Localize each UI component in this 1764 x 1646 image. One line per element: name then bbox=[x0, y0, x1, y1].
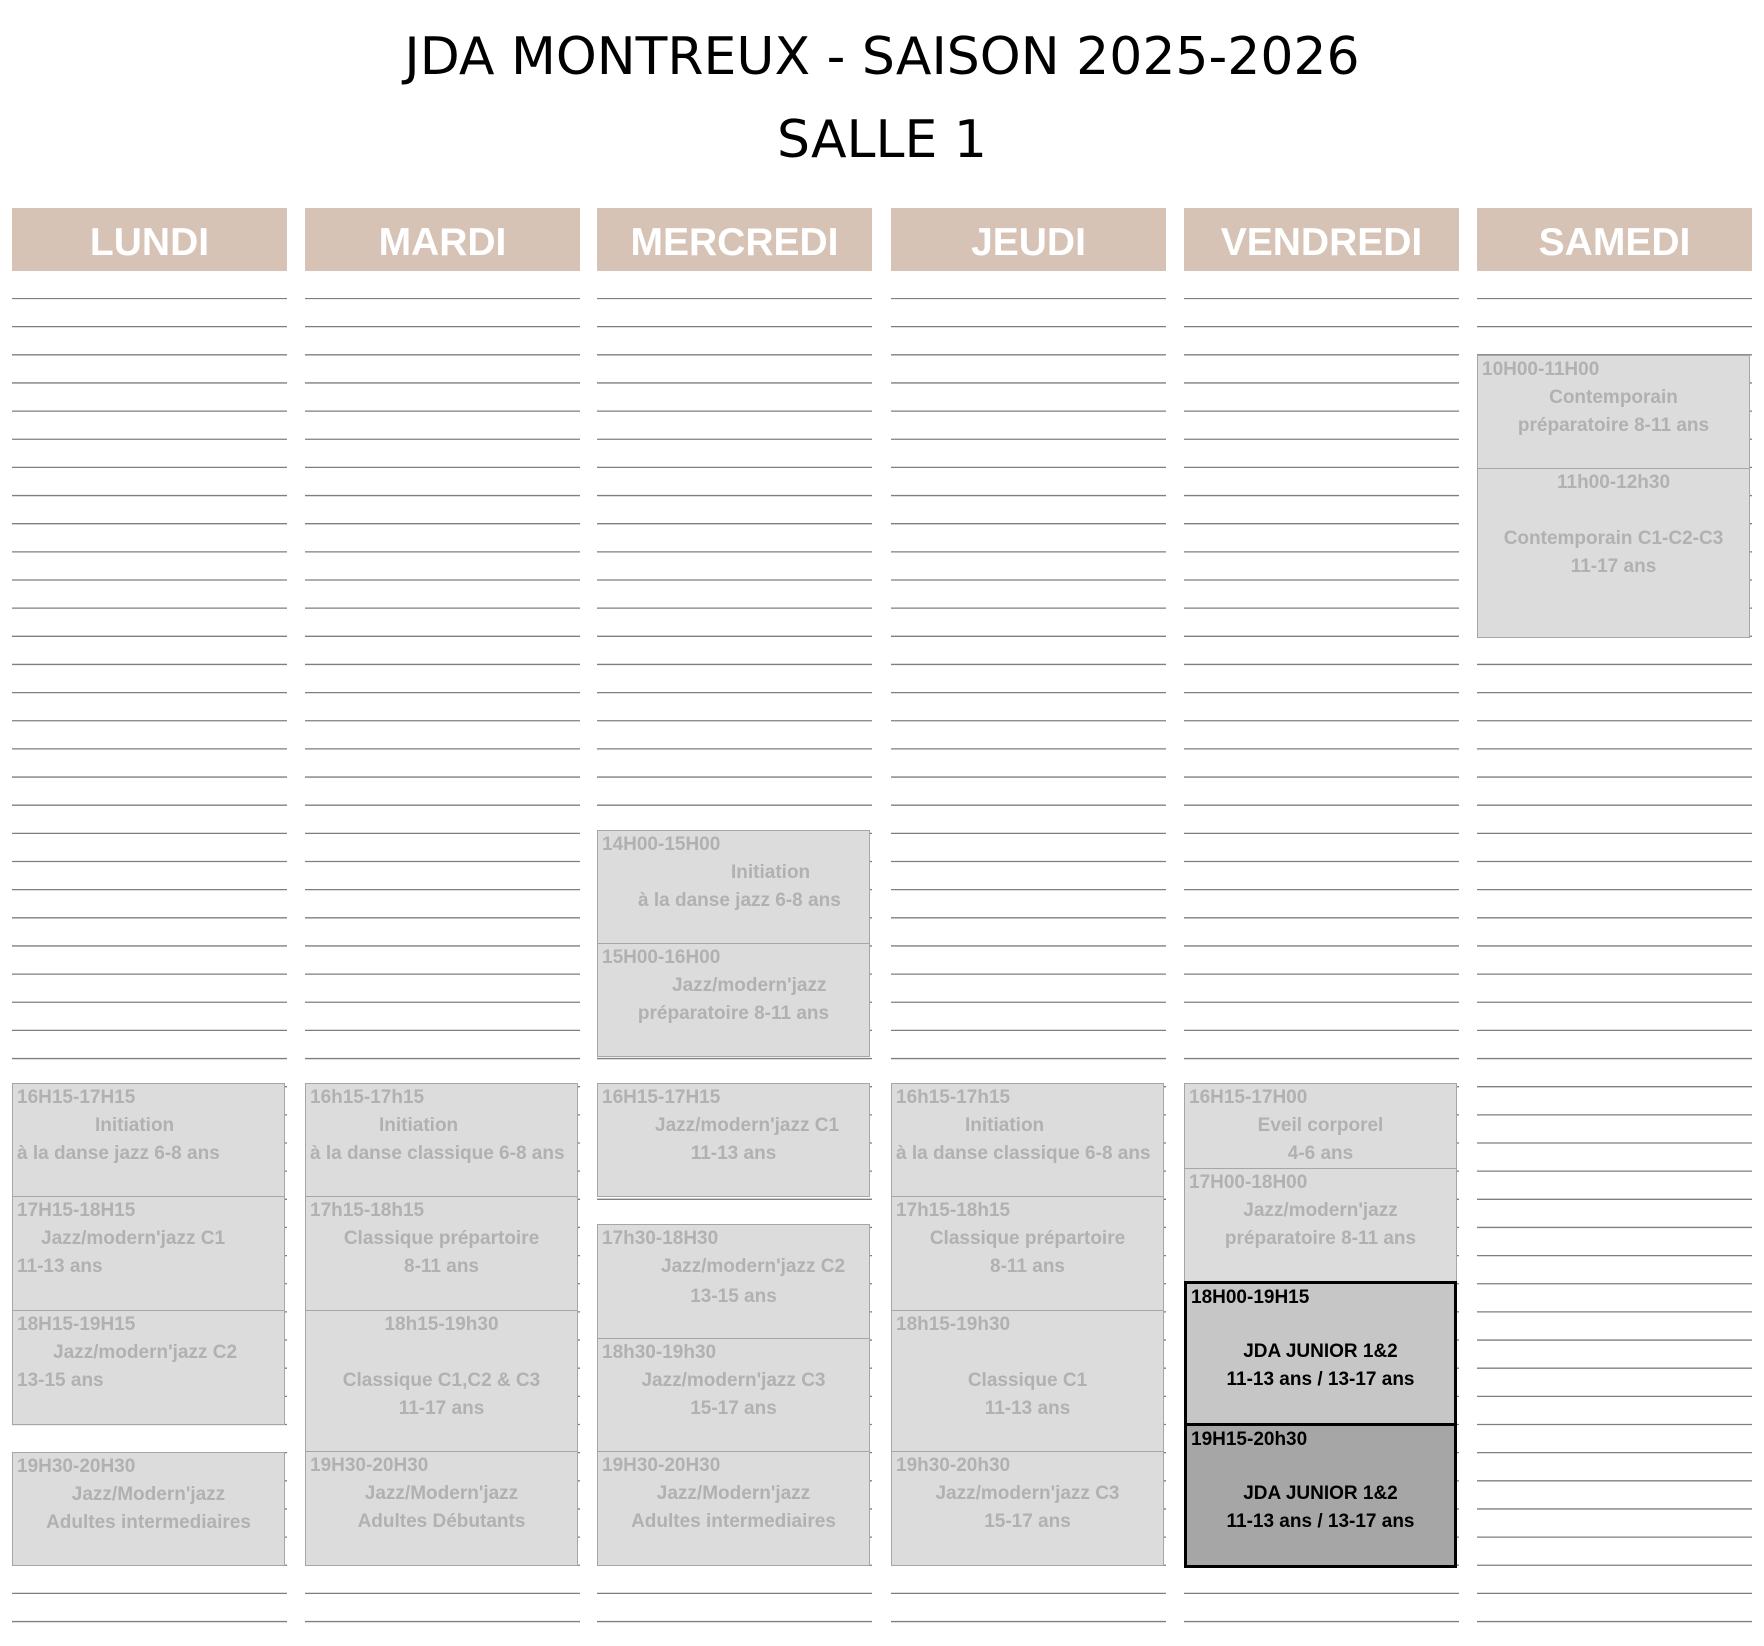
class-block[interactable] bbox=[597, 1451, 870, 1566]
time-rules bbox=[12, 298, 287, 1632]
class-block[interactable] bbox=[1477, 468, 1750, 638]
class-age: Adultes Débutants bbox=[357, 1511, 526, 1532]
class-name: Initiation bbox=[379, 1115, 459, 1136]
class-block[interactable] bbox=[891, 1196, 1164, 1311]
class-time: 19H15-20h30 bbox=[1191, 1429, 1308, 1450]
class-age: préparatoire 8-11 ans bbox=[637, 1003, 830, 1024]
class-time: 19H30-20H30 bbox=[602, 1455, 721, 1476]
class-block[interactable] bbox=[891, 1083, 1164, 1197]
page-title: JDA MONTREUX - SAISON 2025-2026 bbox=[404, 27, 1360, 87]
class-name: Initiation bbox=[965, 1115, 1045, 1136]
class-time: 15H00-16H00 bbox=[602, 947, 721, 968]
class-block[interactable] bbox=[305, 1451, 578, 1566]
class-name: Initiation bbox=[731, 862, 811, 883]
class-name: Classique prépartoire bbox=[929, 1228, 1126, 1249]
class-age: 11-13 ans / 13-17 ans bbox=[1226, 1369, 1415, 1390]
class-block[interactable] bbox=[12, 1196, 285, 1311]
class-name: Jazz/modern'jazz bbox=[1243, 1200, 1398, 1221]
class-block[interactable] bbox=[305, 1310, 578, 1452]
class-time: 18h15-19h30 bbox=[384, 1314, 499, 1335]
class-time: 16h15-17h15 bbox=[896, 1087, 1011, 1108]
day-header-vendredi: VENDREDI bbox=[1184, 208, 1459, 271]
class-name: Contemporain bbox=[1549, 387, 1678, 408]
class-name: Jazz/modern'jazz C2 bbox=[661, 1256, 846, 1277]
class-age: 11-17 ans bbox=[398, 1398, 485, 1419]
class-age: 11-13 ans bbox=[17, 1256, 103, 1277]
day-header-jeudi: JEUDI bbox=[891, 208, 1166, 271]
class-block[interactable] bbox=[12, 1310, 285, 1425]
class-block[interactable] bbox=[12, 1083, 285, 1197]
class-age: Adultes intermediaires bbox=[631, 1511, 836, 1532]
class-block[interactable] bbox=[1184, 1083, 1457, 1169]
class-name: Initiation bbox=[95, 1115, 175, 1136]
class-time: 19h30-20h30 bbox=[896, 1455, 1011, 1476]
class-age: 11-13 ans bbox=[984, 1398, 1071, 1419]
column-mercredi bbox=[597, 208, 872, 1638]
column-samedi bbox=[1477, 208, 1752, 1638]
class-block[interactable] bbox=[597, 1224, 870, 1339]
class-time: 18H15-19H15 bbox=[17, 1314, 136, 1335]
class-age: 11-13 ans / 13-17 ans bbox=[1226, 1511, 1415, 1532]
class-block-highlighted[interactable] bbox=[1184, 1423, 1457, 1568]
class-age: 11-13 ans bbox=[690, 1143, 777, 1164]
class-age: 13-15 ans bbox=[17, 1370, 104, 1391]
class-block[interactable] bbox=[597, 830, 870, 944]
class-age: à la danse classique 6-8 ans bbox=[896, 1143, 1151, 1164]
class-age: Adultes intermediaires bbox=[46, 1512, 251, 1533]
class-name: Eveil corporel bbox=[1257, 1115, 1384, 1136]
class-time: 19H30-20H30 bbox=[310, 1455, 429, 1476]
class-time: 14H00-15H00 bbox=[602, 834, 721, 855]
class-time: 17h15-18h15 bbox=[896, 1200, 1011, 1221]
class-time: 16H15-17H00 bbox=[1189, 1087, 1308, 1108]
class-age: à la danse classique 6-8 ans bbox=[310, 1143, 565, 1164]
class-block[interactable] bbox=[891, 1451, 1164, 1566]
class-time: 16H15-17H15 bbox=[602, 1087, 721, 1108]
class-age: préparatoire 8-11 ans bbox=[1224, 1228, 1417, 1249]
class-name: Classique C1 bbox=[967, 1370, 1088, 1391]
class-name: Jazz/Modern'jazz bbox=[71, 1484, 226, 1505]
class-time: 10H00-11H00 bbox=[1482, 359, 1600, 380]
column-mardi bbox=[305, 208, 580, 1638]
class-name: Jazz/modern'jazz C3 bbox=[935, 1483, 1120, 1504]
class-block[interactable] bbox=[1184, 1168, 1457, 1282]
class-name: Classique C1,C2 & C3 bbox=[342, 1370, 541, 1391]
class-time: 19H30-20H30 bbox=[17, 1456, 136, 1477]
class-age: 8-11 ans bbox=[404, 1256, 479, 1277]
class-time: 18H00-19H15 bbox=[1191, 1287, 1310, 1308]
class-time: 17H15-18H15 bbox=[17, 1200, 136, 1221]
column-jeudi bbox=[891, 208, 1166, 1638]
day-header-mercredi: MERCREDI bbox=[597, 208, 872, 271]
class-age: préparatoire 8-11 ans bbox=[1517, 415, 1710, 436]
class-time: 17h15-18h15 bbox=[310, 1200, 425, 1221]
class-block[interactable] bbox=[305, 1196, 578, 1311]
class-time: 16h15-17h15 bbox=[310, 1087, 425, 1108]
class-name: Classique prépartoire bbox=[343, 1228, 540, 1249]
class-name: Contemporain C1-C2-C3 bbox=[1503, 528, 1724, 549]
room-subtitle: SALLE 1 bbox=[777, 110, 987, 170]
day-header-samedi: SAMEDI bbox=[1477, 208, 1752, 271]
class-name: Jazz/modern'jazz C1 bbox=[655, 1115, 840, 1136]
class-time: 17H00-18H00 bbox=[1189, 1172, 1308, 1193]
class-age: 4-6 ans bbox=[1287, 1143, 1354, 1164]
class-time: 11h00-12h30 bbox=[1556, 472, 1671, 493]
class-block[interactable] bbox=[891, 1310, 1164, 1452]
class-age: 13-15 ans bbox=[690, 1286, 777, 1307]
class-age: à la danse jazz 6-8 ans bbox=[17, 1143, 220, 1164]
class-time: 18h15-19h30 bbox=[896, 1314, 1011, 1335]
class-block-highlighted[interactable] bbox=[1184, 1281, 1457, 1426]
day-header-mardi: MARDI bbox=[305, 208, 580, 271]
class-age: 15-17 ans bbox=[984, 1511, 1071, 1532]
class-name: Jazz/modern'jazz C3 bbox=[641, 1370, 826, 1391]
class-block[interactable] bbox=[1477, 355, 1750, 469]
class-name: JDA JUNIOR 1&2 bbox=[1243, 1341, 1398, 1362]
class-age: 15-17 ans bbox=[690, 1398, 777, 1419]
class-name: JDA JUNIOR 1&2 bbox=[1243, 1483, 1398, 1504]
class-block[interactable] bbox=[597, 1083, 870, 1197]
class-time: 17h30-18H30 bbox=[602, 1228, 719, 1249]
class-name: Jazz/modern'jazz C1 bbox=[41, 1228, 226, 1249]
column-lundi bbox=[12, 208, 287, 1638]
class-name: Jazz/modern'jazz bbox=[672, 975, 827, 996]
class-name: Jazz/modern'jazz C2 bbox=[53, 1342, 238, 1363]
class-age: 11-17 ans bbox=[1570, 556, 1657, 577]
class-block[interactable] bbox=[597, 943, 870, 1057]
class-age: à la danse jazz 6-8 ans bbox=[638, 890, 841, 911]
column-vendredi bbox=[1184, 208, 1459, 1638]
class-block[interactable] bbox=[597, 1338, 870, 1452]
class-age: 8-11 ans bbox=[990, 1256, 1065, 1277]
class-block[interactable] bbox=[305, 1083, 578, 1197]
class-block[interactable] bbox=[12, 1452, 285, 1566]
class-time: 18h30-19h30 bbox=[602, 1342, 717, 1363]
day-header-lundi: LUNDI bbox=[12, 208, 287, 271]
class-name: Jazz/Modern'jazz bbox=[364, 1483, 519, 1504]
class-time: 16H15-17H15 bbox=[17, 1087, 136, 1108]
class-name: Jazz/Modern'jazz bbox=[656, 1483, 811, 1504]
